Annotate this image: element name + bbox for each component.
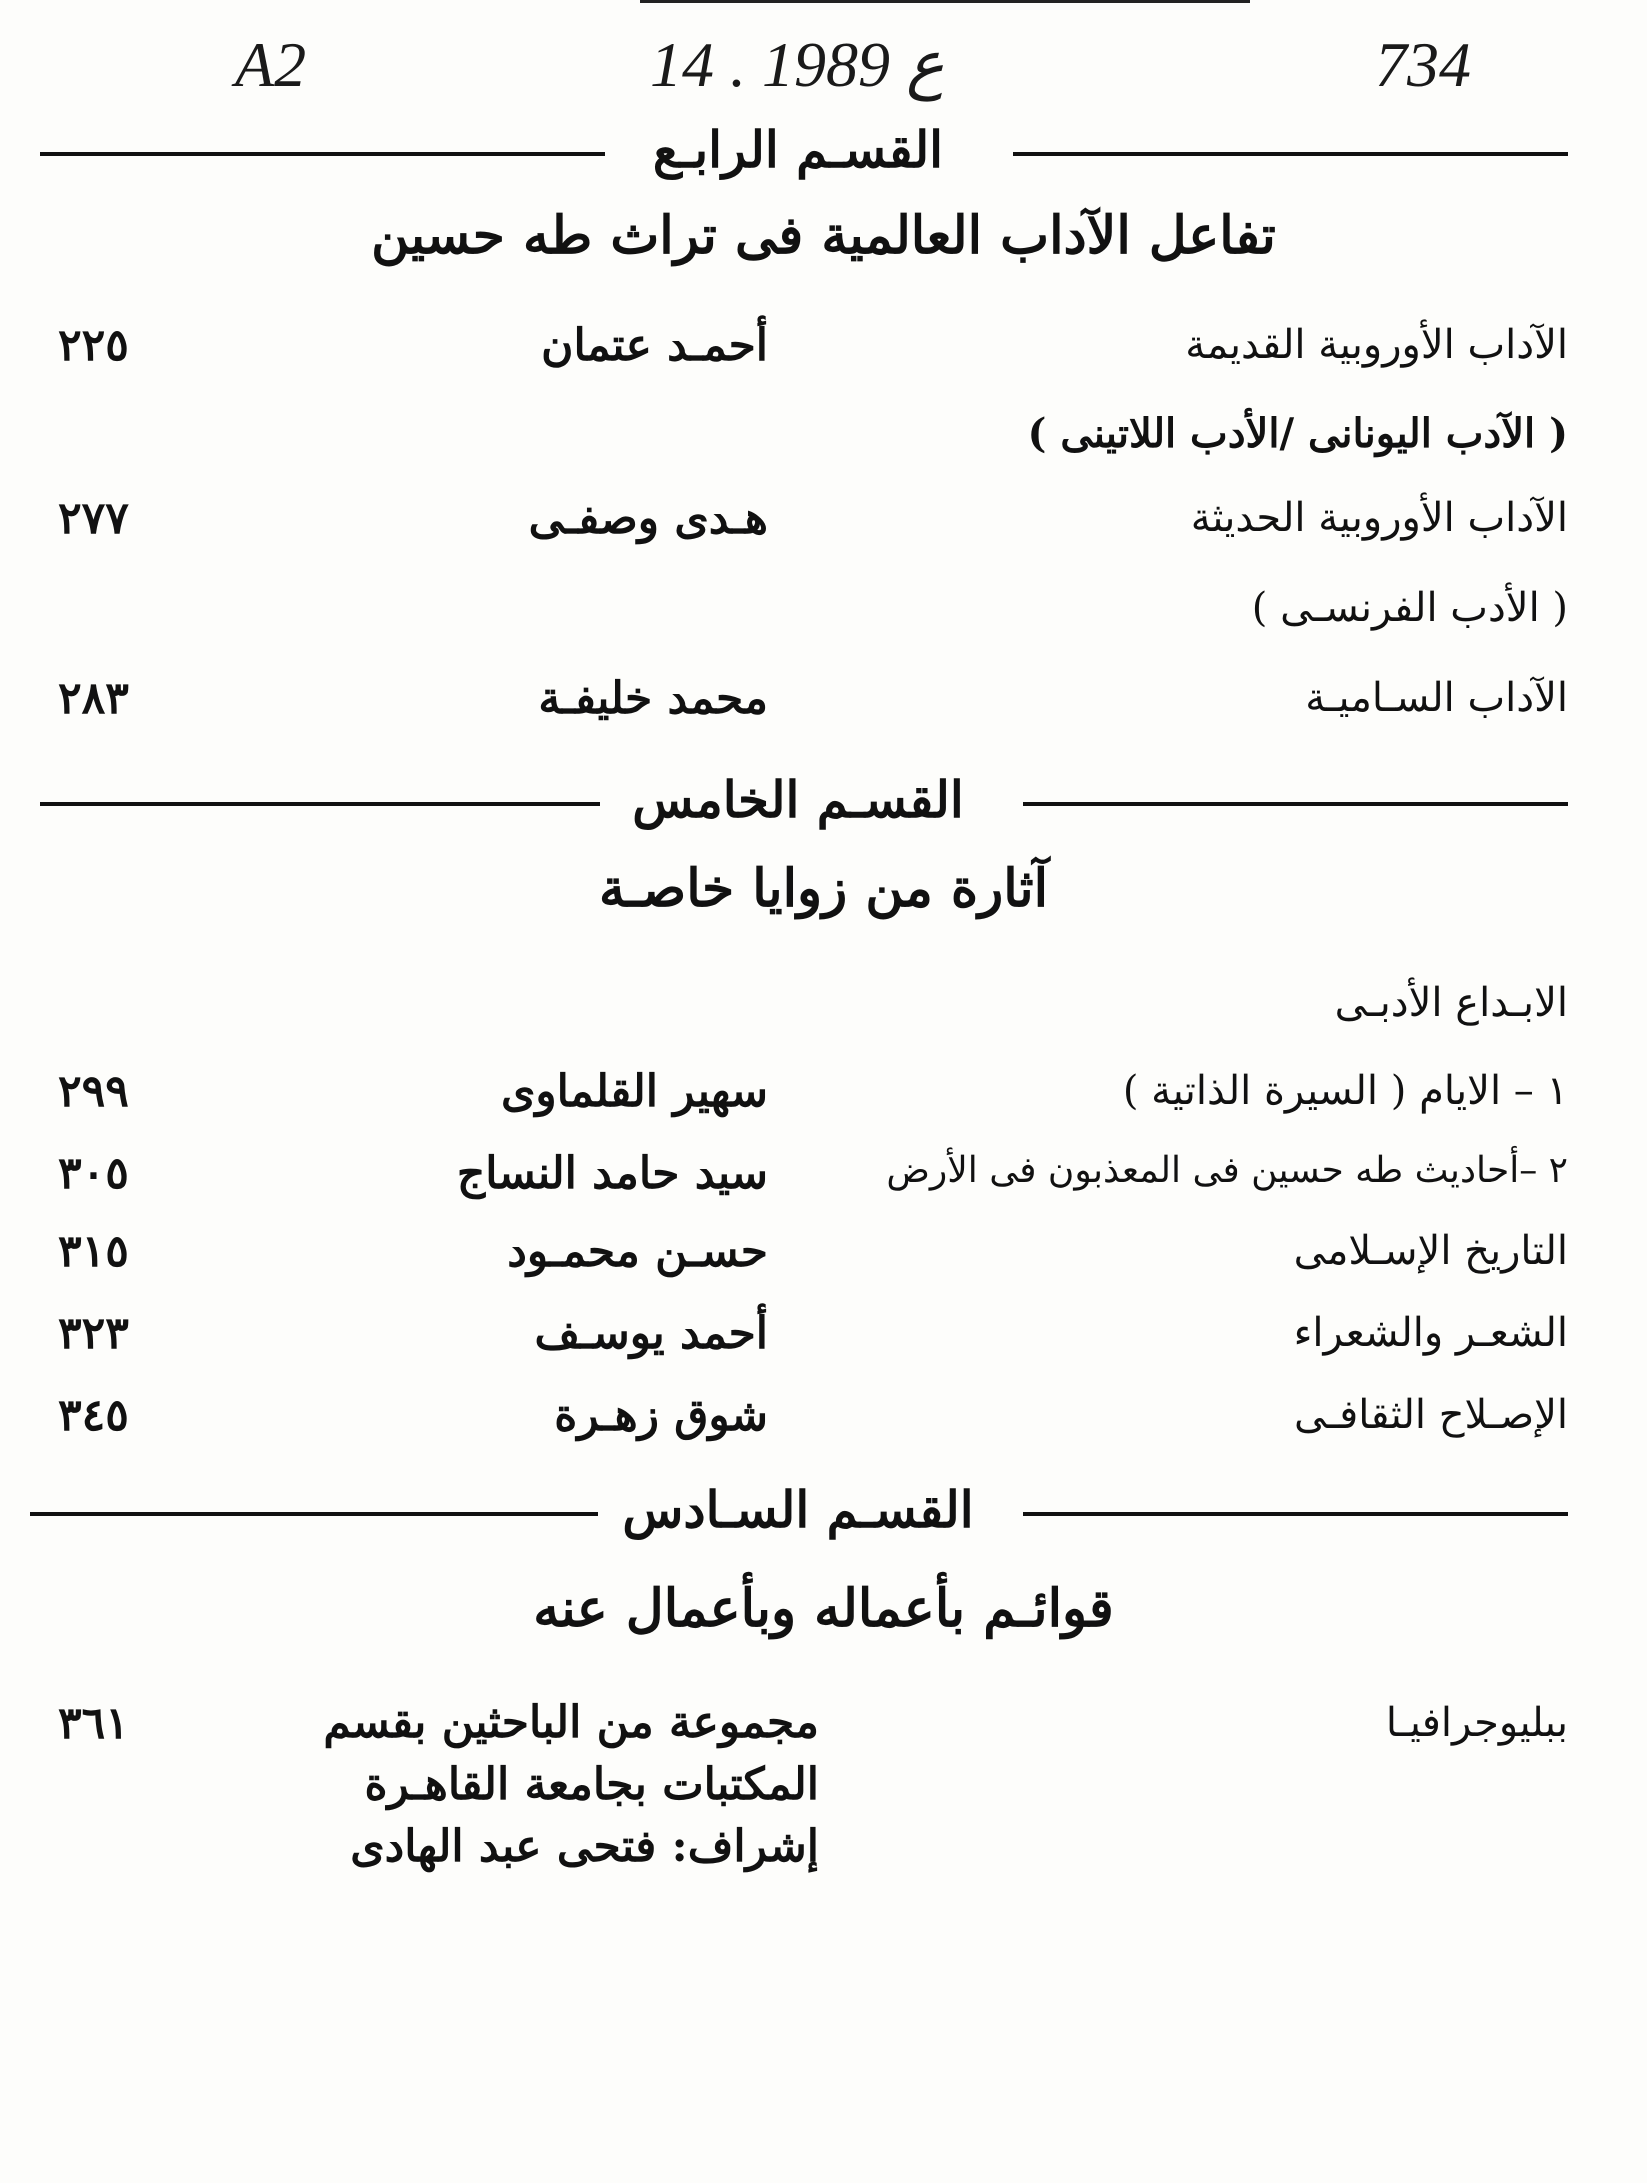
author-line: المكتبات بجامعة القاهـرة bbox=[364, 1759, 819, 1810]
toc-entry bbox=[28, 1392, 1568, 1456]
handwritten-number: 734 bbox=[1375, 29, 1471, 100]
section-4-label: القسـم الرابـع bbox=[652, 120, 944, 179]
toc-entry-note bbox=[28, 585, 1568, 649]
section-5-subtitle: آثارة من زوايا خاصـة bbox=[598, 858, 1049, 919]
handwritten-date: 14 . ع 1989 bbox=[650, 29, 945, 100]
top-edge-rule bbox=[640, 0, 1250, 3]
entry-author: حسـن محمـود bbox=[507, 1226, 768, 1277]
entry-title: ( الآدب اليونانى /الأدب اللاتينى ) bbox=[1027, 410, 1568, 457]
heading-rule-left bbox=[40, 802, 600, 806]
entry-page: ٢٩٩ bbox=[58, 1066, 129, 1117]
handwritten-code: A2 bbox=[235, 29, 307, 100]
entry-title: الآداب الأوروبية القديمة bbox=[1185, 322, 1568, 368]
heading-rule-right bbox=[1023, 1512, 1568, 1516]
entry-title: الإصـلاح الثقافـى bbox=[1294, 1392, 1568, 1438]
entry-title: ( الأدب الفرنسـى ) bbox=[1251, 585, 1568, 631]
entry-page: ٣٦١ bbox=[58, 1698, 129, 1749]
toc-entry bbox=[28, 675, 1568, 739]
section-4-subtitle: تفاعل الآداب العالمية فى تراث طه حسين bbox=[371, 205, 1276, 266]
toc-entry-note bbox=[28, 410, 1568, 474]
entry-author-block bbox=[323, 1692, 819, 1878]
entry-author: سهير القلماوى bbox=[500, 1066, 768, 1117]
author-line: مجموعة من الباحثين بقسم bbox=[323, 1697, 819, 1748]
entry-page: ٢٢٥ bbox=[58, 320, 129, 371]
entry-title: ١ – الايام ( السيرة الذاتية ) bbox=[1122, 1068, 1568, 1114]
entry-title: الآداب الأوروبية الحديثة bbox=[1190, 495, 1568, 541]
entry-title: ببليوجرافيـا bbox=[1385, 1700, 1568, 1746]
section-6-subtitle: قوائـم بأعماله وبأعمال عنه bbox=[533, 1578, 1114, 1639]
section-4-heading bbox=[28, 120, 1568, 180]
toc-entry bbox=[28, 1228, 1568, 1292]
section-5-heading bbox=[28, 770, 1568, 830]
toc-entry bbox=[28, 322, 1568, 386]
heading-rule-right bbox=[1013, 152, 1568, 156]
toc-entry bbox=[28, 1150, 1568, 1214]
entry-title: الشعـر والشعراء bbox=[1293, 1310, 1568, 1356]
section-6-heading bbox=[28, 1480, 1568, 1540]
entry-page: ٢٨٣ bbox=[58, 673, 129, 724]
entry-page: ٣١٥ bbox=[58, 1226, 129, 1277]
toc-entry bbox=[28, 1068, 1568, 1132]
toc-entry bbox=[28, 1310, 1568, 1374]
entry-title: التاريخ الإسـلامى bbox=[1293, 1228, 1568, 1274]
entry-page: ٣٢٣ bbox=[58, 1308, 129, 1359]
entry-author: محمد خليفـة bbox=[538, 673, 768, 724]
toc-entry bbox=[28, 495, 1568, 559]
toc-entry-group bbox=[28, 980, 1568, 1044]
entry-author: أحمد يوسـف bbox=[534, 1308, 768, 1359]
entry-title: ٢ –أحاديث طه حسين فى المعذبون فى الأرض bbox=[886, 1150, 1568, 1191]
entry-author: سيد حامد النساج bbox=[456, 1148, 768, 1199]
section-6-label: القسـم السـادس bbox=[622, 1480, 974, 1539]
entry-author: هـدى وصفـى bbox=[528, 493, 768, 544]
heading-rule-right bbox=[1023, 802, 1568, 806]
entry-page: ٢٧٧ bbox=[58, 493, 129, 544]
author-line: إشراف: فتحى عبد الهادى bbox=[350, 1821, 819, 1872]
section-5-label: القسـم الخامس bbox=[632, 770, 964, 829]
entry-title: الابـداع الأدبـى bbox=[1334, 980, 1568, 1026]
entry-author: شوق زهـرة bbox=[554, 1390, 768, 1441]
heading-rule-left bbox=[30, 1512, 598, 1516]
entry-page: ٣٠٥ bbox=[58, 1148, 129, 1199]
heading-rule-left bbox=[40, 152, 605, 156]
entry-title: الآداب السـاميـة bbox=[1305, 675, 1568, 721]
entry-page: ٣٤٥ bbox=[58, 1390, 129, 1441]
entry-author: أحمـد عتمان bbox=[541, 320, 768, 371]
